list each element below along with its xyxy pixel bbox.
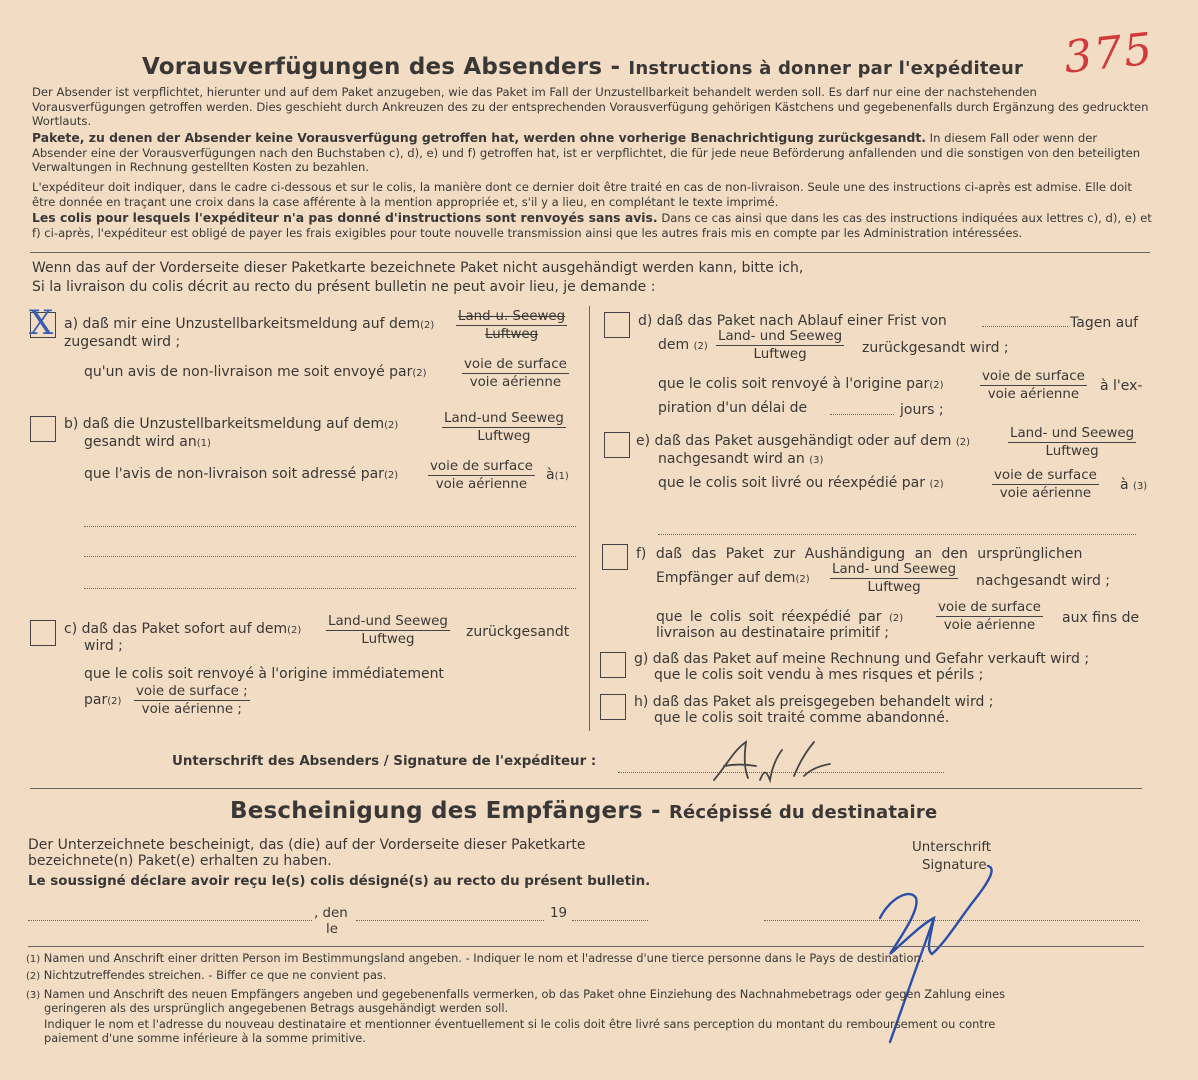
opt-d-fr-2b: jours ; bbox=[900, 402, 944, 418]
receipt-signature-fr: Signature bbox=[922, 858, 987, 873]
opt-c-fr-2: par(2) bbox=[84, 692, 122, 708]
opt-a-de-2: zugesandt wird ; bbox=[64, 334, 181, 350]
checkbox-option-h[interactable] bbox=[600, 694, 626, 720]
opt-a-route-fraction bbox=[456, 308, 567, 343]
footnote-1: (1) Namen und Anschrift einer dritten Person im Bestimmungsland angeben. - Indiquer le nom et l'adresse d'une tierce personne dans le Pays de destination. bbox=[26, 951, 925, 965]
opt-g-fr: que le colis soit vendu à mes risques et périls ; bbox=[654, 667, 984, 683]
opt-d-de-1: d) daß das Paket nach Ablauf einer Frist von bbox=[638, 313, 947, 329]
receipt-fr: Le soussigné déclare avoir reçu le(s) colis désigné(s) au recto du présent bulletin. bbox=[28, 874, 651, 889]
checkbox-option-f[interactable] bbox=[602, 544, 628, 570]
receipt-year-field[interactable] bbox=[572, 920, 648, 921]
opt-e-route-fraction: Land- und Seeweg Luftweg bbox=[1010, 426, 1135, 459]
opt-f-de-1: f) daß das Paket zur Aushändigung an den ursprünglichen bbox=[636, 546, 1083, 562]
footnote-3-line-3: Indiquer le nom et l'adresse du nouveau destinataire et mentionner éventuellement si le colis doit être livré sans perception du montant du remboursement ou contre bbox=[44, 1017, 996, 1031]
receipt-den: , den bbox=[314, 906, 348, 921]
opt-f-voie-fraction: voie de surface voie aérienne bbox=[938, 600, 1041, 633]
title-fr: Instructions à donner par l'expéditeur bbox=[628, 58, 1024, 79]
opt-e-fr-2: à (3) bbox=[1120, 477, 1148, 493]
intro-de-2-bold: Pakete, zu denen der Absender keine Vorausverfügung getroffen hat, werden ohne vorherige Benachrichtigung zurückgesandt. bbox=[32, 130, 926, 145]
opt-a-voie-fraction bbox=[462, 356, 569, 391]
footnote-3-line-4: paiement d'une somme inférieure à la somme primitive. bbox=[44, 1031, 366, 1045]
opt-a-de-1: a) daß mir eine Unzustellbarkeitsmeldung auf dem(2) bbox=[64, 316, 435, 332]
opt-a-fr-1: qu'un avis de non-livraison me soit envoyé par(2) bbox=[84, 364, 427, 380]
opt-d-fr-2: piration d'un délai de bbox=[658, 400, 808, 416]
opt-b-route-fraction: Land-und Seeweg Luftweg bbox=[444, 411, 564, 444]
opt-f-de-2a: Empfänger auf dem(2) bbox=[656, 570, 810, 586]
handwritten-number: 375 bbox=[1061, 23, 1157, 84]
checkbox-option-c[interactable] bbox=[30, 620, 56, 646]
opt-h-de: h) daß das Paket als preisgegeben behandelt wird ; bbox=[634, 694, 994, 710]
opt-d-fr-1b: à l'ex- bbox=[1100, 378, 1143, 394]
opt-d-route-fraction: Land- und Seeweg Luftweg bbox=[718, 329, 843, 362]
address-line-1[interactable] bbox=[84, 526, 576, 527]
cross-mark: X bbox=[29, 303, 54, 343]
opt-d-de-2a: dem (2) bbox=[658, 337, 708, 353]
opt-f-fr-1: que le colis soit réexpédié par (2) bbox=[656, 609, 904, 625]
opt-f-fr-1b: aux fins de bbox=[1062, 610, 1140, 626]
opt-b-fr-1: que l'avis de non-livraison soit adressé par(2) bbox=[84, 466, 399, 482]
receipt-de-1: Der Unterzeichnete bescheinigt, das (die) auf der Vorderseite dieser Paketkarte bbox=[28, 837, 586, 853]
opt-b-de-2: gesandt wird an(1) bbox=[84, 434, 211, 450]
opt-f-de-2b: nachgesandt wird ; bbox=[976, 573, 1110, 589]
opt-c-de-1: c) daß das Paket sofort auf dem(2) bbox=[64, 621, 302, 637]
divider-receipt bbox=[30, 788, 1142, 789]
opt-f-fr-2: livraison au destinataire primitif ; bbox=[656, 625, 890, 641]
opt-c-route-fraction: Land-und Seeweg Luftweg bbox=[328, 614, 448, 647]
opt-b-voie-fraction: voie de surface voie aérienne bbox=[430, 459, 533, 492]
opt-b-de-1: b) daß die Unzustellbarkeitsmeldung auf dem(2) bbox=[64, 416, 399, 432]
address-line-3[interactable] bbox=[84, 588, 576, 589]
divider-top bbox=[30, 252, 1150, 253]
intro-de-2-rest: In diesem Fall oder wenn der Absender eine der Vorausverfügungen nach den Buchstaben c), d), e) und f) getroffen hat, ist er verpflichtet, die für jede neue Beförderung anfallenden und die sonstigen von den beteiligten Verwaltungen in Rechnung gestellten Kosten zu bezahlen. bbox=[32, 131, 1141, 175]
footnote-3-line-2: geringeren als des ursprünglich angegebenen Betrags ausgehändigt werden soll. bbox=[44, 1001, 509, 1015]
fraction-voie-aerienne: voie aérienne bbox=[469, 375, 562, 390]
opt-c-voie-fraction: voie de surface ; voie aérienne ; bbox=[136, 684, 248, 717]
opt-d-voie-fraction: voie de surface voie aérienne bbox=[982, 369, 1085, 402]
opt-e-fr-1: que le colis soit livré ou réexpédié par (2) bbox=[658, 475, 944, 491]
opt-f-route-fraction: Land- und Seeweg Luftweg bbox=[832, 562, 957, 595]
opt-e-de-2: nachgesandt wird an (3) bbox=[658, 451, 824, 467]
checkbox-option-a[interactable] bbox=[29, 303, 56, 343]
opt-c-fr-1: que le colis soit renvoyé à l'origine immédiatement bbox=[84, 666, 444, 682]
receipt-title: Bescheinigung des Empfängers - Récépissé du destinataire bbox=[230, 798, 938, 824]
fraction-luftweg: Luftweg bbox=[485, 327, 539, 342]
address-line-e[interactable] bbox=[658, 534, 1136, 535]
request-de: Wenn das auf der Vorderseite dieser Paketkarte bezeichnete Paket nicht ausgehändigt werden kann, bitte ich, bbox=[32, 260, 804, 276]
opt-e-de-1: e) daß das Paket ausgehändigt oder auf dem (2) bbox=[636, 433, 971, 449]
opt-d-fr-1: que le colis soit renvoyé à l'origine par(2) bbox=[658, 376, 944, 392]
sender-signature-scribble bbox=[700, 736, 880, 788]
opt-b-fr-2: à(1) bbox=[546, 467, 569, 483]
fraction-voie-surface: voie de surface bbox=[464, 357, 567, 372]
checkbox-option-e[interactable] bbox=[604, 432, 630, 458]
opt-c-de-3: wird ; bbox=[84, 638, 123, 654]
receipt-year-prefix: 19 bbox=[550, 906, 568, 921]
receipt-date-field[interactable] bbox=[356, 920, 544, 921]
request-fr: Si la livraison du colis décrit au recto du présent bulletin ne peut avoir lieu, je demande : bbox=[32, 279, 656, 295]
title-sep: - bbox=[610, 54, 621, 80]
fraction-land-u-seeweg: Land-u. Seeweg bbox=[458, 309, 566, 324]
days-field-fr[interactable] bbox=[830, 414, 894, 415]
opt-g-de: g) daß das Paket auf meine Rechnung und Gefahr verkauft wird ; bbox=[634, 651, 1090, 667]
opt-c-de-2: zurückgesandt bbox=[466, 624, 570, 640]
intro-fr-2-bold: Les colis pour lesquels l'expéditeur n'a pas donné d'instructions sont renvoyés sans avis. bbox=[32, 210, 658, 225]
intro-de-2 bbox=[32, 131, 1152, 175]
receipt-signature-de: Unterschrift bbox=[912, 840, 992, 855]
intro-de-1: Der Absender ist verpflichtet, hierunter und auf dem Paket anzugeben, wie das Paket im Fall der Unzustellbarkeit behandelt werden soll. Es darf nur eine der nachstehenden Vorausverfügungen getroffen werden. Dies geschieht durch Ankreuzen des zu der entsprechenden Vorausverfügung gehörigen Kästchens und gegebenenfalls durch Ergänzung des gedruckten Wortlauts. bbox=[32, 85, 1149, 129]
header-title bbox=[142, 54, 1023, 80]
receipt-place-field[interactable] bbox=[28, 920, 312, 921]
footnote-2: (2) Nichtzutreffendes streichen. - Biffer ce que ne convient pas. bbox=[26, 968, 387, 982]
address-line-2[interactable] bbox=[84, 556, 576, 557]
intro-fr-2 bbox=[32, 211, 1152, 240]
sender-signature-label: Unterschrift des Absenders / Signature de l'expéditeur : bbox=[172, 754, 597, 769]
checkbox-option-d[interactable] bbox=[604, 312, 630, 338]
receipt-le: le bbox=[326, 922, 338, 937]
column-divider bbox=[589, 306, 590, 731]
days-field-de[interactable] bbox=[982, 326, 1068, 327]
footnote-3-line-1: (3) Namen und Anschrift des neuen Empfängers angeben und gegebenenfalls vermerken, ob das Paket ohne Einziehung des Nachnahmebetrags oder gegen Zahlung eines bbox=[26, 987, 1006, 1001]
opt-h-fr: que le colis soit traité comme abandonné. bbox=[654, 710, 950, 726]
intro-fr-2-rest: Dans ce cas ainsi que dans les cas des instructions indiquées aux lettres c), d), e) et f) ci-après, l'expéditeur est obligé de payer les frais exigibles pour toute nouvelle transmission ainsi que les autres frais mis en compte par les Administration intéressées. bbox=[32, 211, 1152, 240]
checkbox-option-b[interactable] bbox=[30, 416, 56, 442]
opt-d-de-1b: Tagen auf bbox=[1070, 315, 1139, 331]
opt-d-de-2b: zurückgesandt wird ; bbox=[862, 340, 1009, 356]
intro-fr-1: L'expéditeur doit indiquer, dans le cadre ci-dessous et sur le colis, la manière dont ce dernier doit être traité en cas de non-livraison. Seule une des instructions ci-après est admise. Elle doit être donnée en traçant une croix dans la case afférente à la mention appropriée et, s'il y a lieu, en complétant le texte imprimé. bbox=[32, 180, 1132, 209]
divider-footnotes bbox=[28, 946, 1144, 947]
receipt-de-2: bezeichnete(n) Paket(e) erhalten zu haben. bbox=[28, 853, 332, 869]
title-de: Vorausverfügungen des Absenders bbox=[142, 54, 603, 80]
opt-e-voie-fraction: voie de surface voie aérienne bbox=[994, 468, 1097, 501]
checkbox-option-g[interactable] bbox=[600, 652, 626, 678]
